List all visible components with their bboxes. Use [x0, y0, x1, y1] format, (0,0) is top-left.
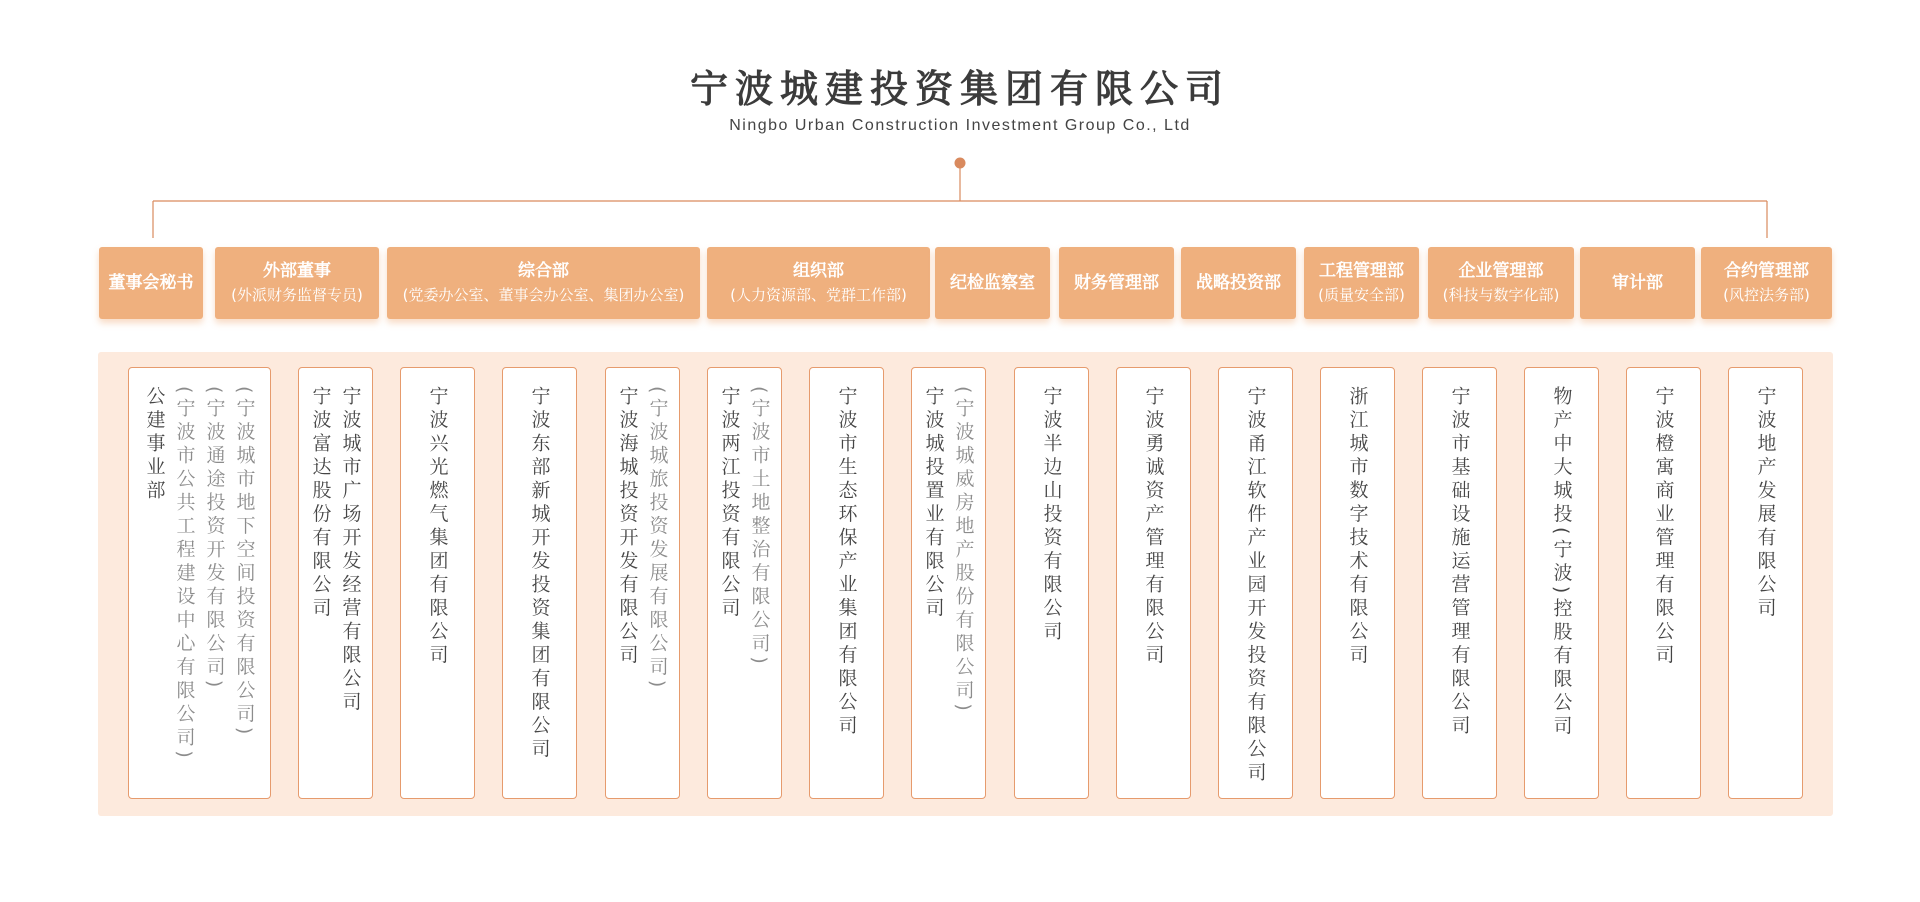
department-box [935, 247, 1050, 319]
subsidiary-card [707, 367, 782, 799]
department-box [99, 247, 203, 319]
department-subtitle: (外派财务监督专员) [231, 286, 363, 304]
department-name: 财务管理部 [1074, 273, 1159, 293]
subsidiary-name: 宁波甬江软件产业园开发投资有限公司 [1244, 386, 1267, 786]
subsidiary-card [605, 367, 680, 799]
subsidiary-card [1626, 367, 1701, 799]
department-box [1580, 247, 1695, 319]
root-node-dot [955, 158, 966, 169]
company-title: 宁波城建投资集团有限公司 [689, 67, 1230, 111]
department-name: 组织部 [793, 261, 844, 281]
department-name: 合约管理部 [1724, 261, 1809, 281]
department-name: 综合部 [518, 261, 569, 281]
subsidiary-former-name: (宁波市土地整治有限公司) [748, 386, 771, 669]
subsidiary-card [1422, 367, 1497, 799]
department-box [1059, 247, 1174, 319]
subsidiary-card [1116, 367, 1191, 799]
subsidiary-former-name: (宁波市公共工程建设中心有限公司) [173, 386, 196, 763]
department-box [215, 247, 379, 319]
subsidiary-name: 物产中大城投(宁波)控股有限公司 [1550, 386, 1573, 739]
subsidiary-card [1014, 367, 1089, 799]
subsidiary-card [1728, 367, 1803, 799]
subsidiary-name: 宁波市生态环保产业集团有限公司 [835, 386, 858, 739]
department-name: 审计部 [1612, 273, 1663, 293]
subsidiary-name: 宁波地产发展有限公司 [1754, 386, 1777, 621]
subsidiary-name: 宁波半边山投资有限公司 [1040, 386, 1063, 645]
subsidiary-name: 浙江城市数字技术有限公司 [1346, 386, 1369, 668]
subsidiary-name: 宁波城市广场开发经营有限公司 [339, 386, 362, 715]
subsidiary-name: 宁波市基础设施运营管理有限公司 [1448, 386, 1471, 739]
subsidiary-name: 宁波橙寓商业管理有限公司 [1652, 386, 1675, 668]
department-box [387, 247, 700, 319]
subsidiary-card [502, 367, 577, 799]
department-name: 董事会秘书 [108, 273, 194, 293]
subsidiary-card [1524, 367, 1599, 799]
subsidiary-former-name: (宁波城旅投资发展有限公司) [646, 386, 669, 692]
department-subtitle: (风控法务部) [1723, 286, 1810, 304]
department-box [1701, 247, 1832, 319]
subsidiary-card [128, 367, 271, 799]
subsidiary-card [1320, 367, 1395, 799]
department-name: 外部董事 [263, 261, 331, 281]
subsidiary-name: 宁波富达股份有限公司 [309, 386, 332, 621]
department-subtitle: (人力资源部、党群工作部) [730, 286, 907, 304]
department-box [1181, 247, 1296, 319]
department-box [1304, 247, 1419, 319]
department-name: 纪检监察室 [950, 273, 1035, 293]
subsidiary-former-name: (宁波城威房地产股份有限公司) [952, 386, 975, 716]
subsidiary-former-name: (宁波城市地下空间投资有限公司) [233, 386, 256, 739]
department-subtitle: (质量安全部) [1318, 286, 1405, 304]
department-name: 工程管理部 [1319, 261, 1404, 281]
department-name: 企业管理部 [1458, 261, 1544, 281]
department-subtitle: (科技与数字化部) [1442, 286, 1560, 304]
subsidiary-card [400, 367, 475, 799]
department-box [707, 247, 930, 319]
subsidiary-name: 宁波东部新城开发投资集团有限公司 [528, 386, 551, 762]
department-subtitle: (党委办公室、董事会办公室、集团办公室) [402, 286, 685, 304]
subsidiary-name: 公建事业部 [143, 386, 166, 504]
department-name: 战略投资部 [1196, 273, 1281, 293]
subsidiary-name: 宁波兴光燃气集团有限公司 [426, 386, 449, 668]
subsidiary-card [911, 367, 986, 799]
subsidiary-former-name: (宁波通途投资开发有限公司) [203, 386, 226, 692]
subsidiary-name: 宁波城投置业有限公司 [922, 386, 945, 621]
subsidiary-card [809, 367, 884, 799]
subsidiary-name: 宁波海城投资开发有限公司 [616, 386, 639, 668]
subsidiary-name: 宁波两江投资有限公司 [718, 386, 741, 621]
subsidiary-card [298, 367, 373, 799]
company-subtitle: Ningbo Urban Construction Investment Group Co., Ltd [729, 117, 1191, 134]
subsidiary-card [1218, 367, 1293, 799]
subsidiary-name: 宁波勇诚资产管理有限公司 [1142, 386, 1165, 668]
department-box [1428, 247, 1574, 319]
